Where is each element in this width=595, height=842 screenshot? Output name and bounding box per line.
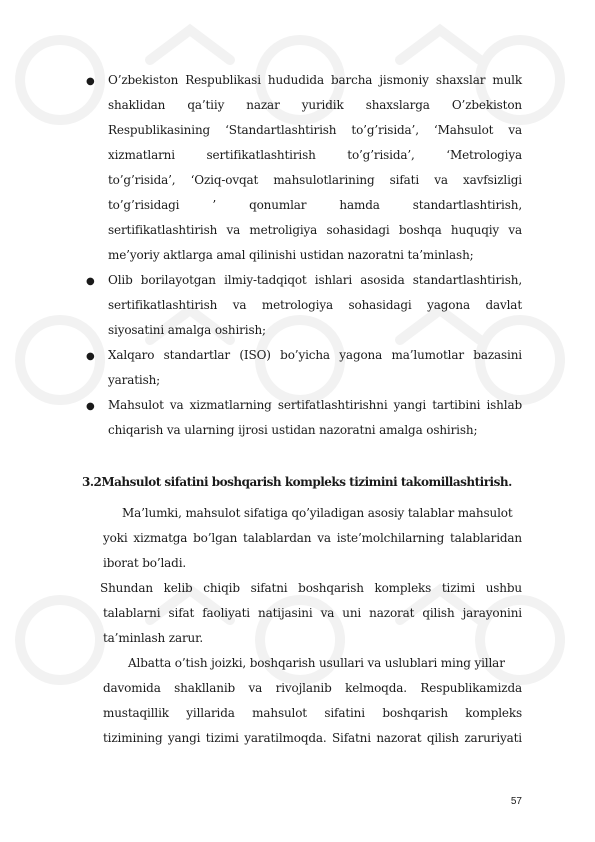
bullet-1-line-8: me’yoriy aktlarga amal qilinishi ustidan nazoratni ta’minlash; [108, 248, 474, 262]
paragraph-2-line-2: talablarni sifat faoliyati natijasini va uni nazorat qilish jarayonini [103, 606, 522, 620]
bullet-dot: ● [86, 76, 95, 87]
section-heading: 3.2Mahsulot sifatini boshqarish kompleks tizimini takomillashtirish. [82, 475, 512, 489]
bullet-1-line-5: to’g’risida’, ‘Oziq-ovqat mahsulotlarining sifati va xavfsizligi [108, 173, 522, 187]
bullet-1-line-3: Respublikasining ‘Standartlashtirish to’g’risida’, ‘Mahsulot va [108, 123, 522, 137]
bullet-1-line-1: O’zbekiston Respublikasi hududida barcha jismoniy shaxslar mulk [108, 73, 522, 87]
paragraph-3-line-3: mustaqillik yillarida mahsulot sifatini boshqarish kompleks [103, 706, 522, 720]
paragraph-1-line-3: iborat bo’ladi. [103, 556, 187, 570]
page-number: 57 [510, 796, 522, 807]
paragraph-3-line-4: tizimining yangi tizimi yaratilmoqda. Sifatni nazorat qilish zaruriyati [103, 731, 522, 745]
bullet-1-line-2: shaklidan qa’tiiy nazar yuridik shaxslarga O’zbekiston [108, 98, 522, 112]
bullet-2-line-2: sertifikatlashtirish va metrologiya sohasidagi yagona davlat [108, 298, 522, 312]
paragraph-2-line-3: ta’minlash zarur. [103, 631, 204, 645]
bullet-1-line-7: sertifikatlashtirish va metroligiya sohasidagi boshqa huquqiy va [108, 223, 522, 237]
paragraph-3-line-1: Albatta o’tish joizki, boshqarish usullari va uslublari ming yillar [128, 656, 505, 670]
bullet-4-line-1: Mahsulot va xizmatlarning sertifatlashtirishni yangi tartibini ishlab [108, 398, 522, 412]
bullet-dot: ● [86, 401, 95, 412]
bullet-3-line-2: yaratish; [108, 373, 161, 387]
bullet-1-line-4: xizmatlarni sertifikatlashtirish to’g’risida’, ‘Metrologiya [108, 148, 522, 162]
bullet-dot: ● [86, 276, 95, 287]
paragraph-2-line-1: Shundan kelib chiqib sifatni boshqarish kompleks tizimi ushbu [100, 581, 522, 595]
bullet-3-line-1: Xalqaro standartlar (ISO) bo’yicha yagona ma’lumotlar bazasini [108, 348, 522, 362]
paragraph-1-line-2: yoki xizmatga bo’lgan talablardan va iste’molchilarning talablaridan [103, 531, 522, 545]
bullet-dot: ● [86, 351, 95, 362]
paragraph-1-line-1: Ma’lumki, mahsulot sifatiga qo’yiladigan asosiy talablar mahsulot [122, 506, 513, 520]
bullet-2-line-1: Olib borilayotgan ilmiy-tadqiqot ishlari asosida standartlashtirish, [108, 273, 522, 287]
paragraph-3-line-2: davomida shakllanib va rivojlanib kelmoqda. Respublikamizda [103, 681, 522, 695]
bullet-4-line-2: chiqarish va ularning ijrosi ustidan nazoratni amalga oshirish; [108, 423, 478, 437]
bullet-1-line-6: to’g’risidagi ’ qonumlar hamda standartlashtirish, [108, 198, 522, 212]
bullet-2-line-3: siyosatini amalga oshirish; [108, 323, 266, 337]
